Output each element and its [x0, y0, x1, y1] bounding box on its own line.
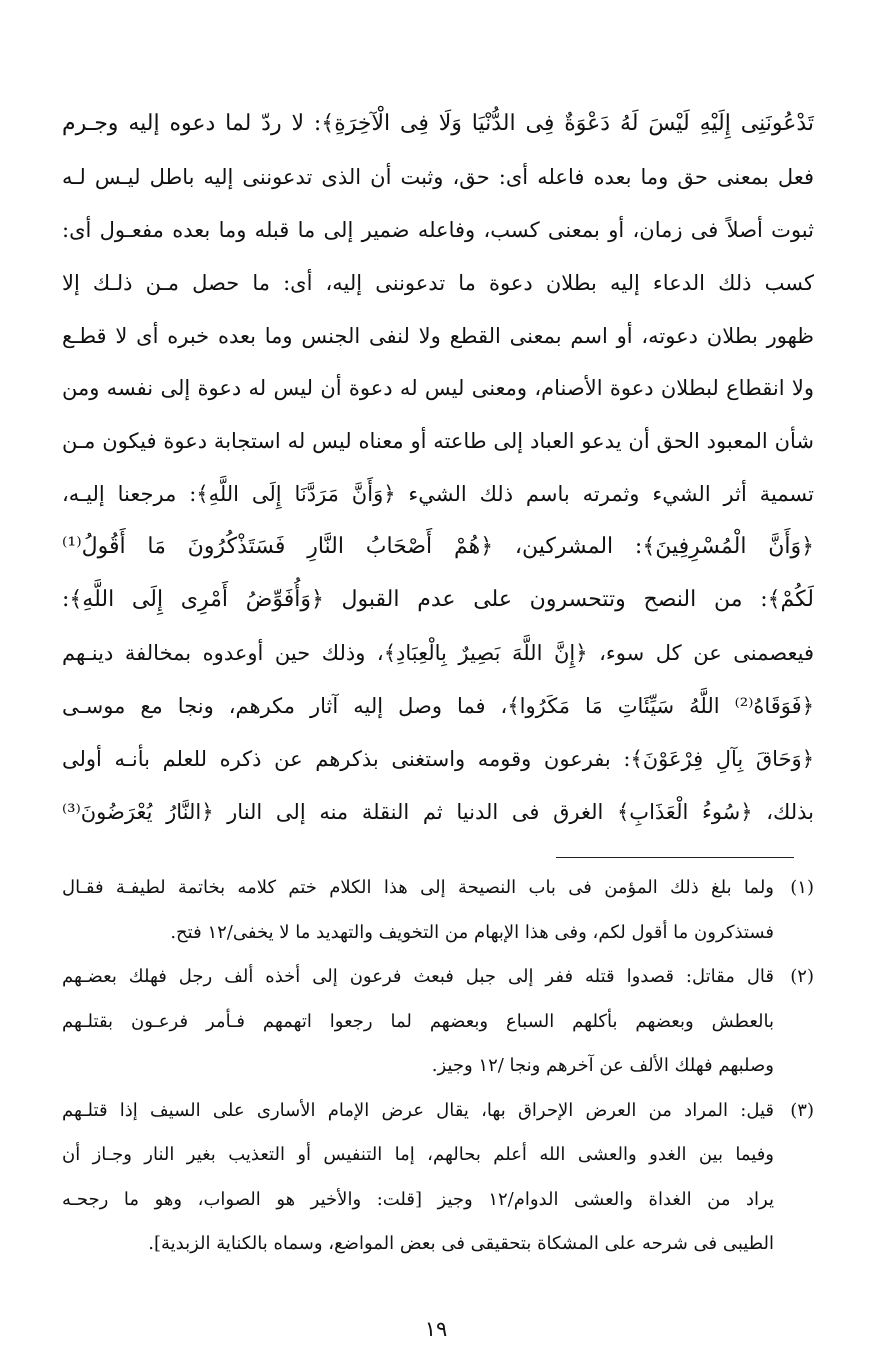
footnote-line: فستذكرون ما أقول لكم، وفى هذا الإبهام من التخويف والتهديد ما لا يخفى/١٢ فتح.: [170, 921, 774, 943]
footnote-line: وصلبهم فهلك الألف عن آخرهم ونجا /١٢ وجيز.: [431, 1055, 774, 1076]
text-line: شأن المعبود الحق أن يدعو العباد إلى طاعته أو معناه ليس له استجابة دعوة فيكون مـن: [62, 429, 814, 454]
text-line: ولا انقطاع لبطلان دعوة الأصنام، ومعنى ليس له دعوة أن ليس له دعوة إلى نفسه ومن: [62, 376, 814, 401]
footnotes-block: [62, 866, 814, 1267]
text-line: ﴿وَأَنَّ الْمُسْرِفِينَ﴾: المشركين، ﴿هُمْ أَصْحَابُ النَّارِ فَسَتَذْكُرُونَ مَا أَقُولُ⁽¹⁾: [62, 534, 814, 560]
footnote-line: الطيبى فى شرحه على المشكاة بتحقيقى فى بعض المواضع، وسماه بالكناية الزبدية].: [148, 1233, 774, 1254]
text-line: فعل بمعنى حق وما بعده فاعله أى: حق، وثبت أن الذى تدعوننى إليه باطل ليـس لـه: [62, 164, 814, 189]
text-line: فيعصمنى عن كل سوء، ﴿إِنَّ اللَّهَ بَصِيرٌ بِالْعِبَادِ﴾، وذلك حين أوعدوه بمخالفة دينـهم: [62, 640, 814, 665]
footnote-line: وفيما بين الغدو والعشى الله أعلم بحالهم، إما التنفيس أو التعذيب بغير النار وجـاز أن: [62, 1144, 774, 1165]
footnote-line: قيل: المراد من العرض الإحراق بها، يقال عرض الإمام الأسارى على السيف إذا قتلـهم: [62, 1099, 774, 1121]
footnote-separator: [556, 857, 794, 858]
footnote-number: (٢): [790, 966, 814, 987]
footnote-2: [62, 955, 814, 1089]
footnote-line: قال مقاتل: قصدوا قتله ففر إلى جبل فبعث فرعون إلى أخذه ألف رجل فهلك بعضـهم: [62, 966, 774, 987]
footnote-line: يراد من الغداة والعشى الدوام/١٢ وجيز [قلت: والأخير هو الصواب، وهو ما رجحـه: [62, 1188, 774, 1210]
footnote-1: [62, 866, 814, 955]
page-number: ١٩: [424, 1317, 448, 1341]
text-line: لَكُمْ﴾: من النصح وتتحسرون على عدم القبول ﴿وَأُفَوِّضُ أَمْرِى إِلَى اللَّهِ﴾:: [62, 587, 814, 613]
text-line: كسب ذلك الدعاء إليه بطلان دعوة ما تدعوننى إليه، أى: ما حصل مـن ذلـك إلا: [62, 270, 814, 295]
main-text-block: [62, 98, 814, 838]
text-line: ثبوت أصلاً فى زمان، أو بمعنى كسب، وفاعله ضمير إلى ما قبله وما بعده مفعـول أى:: [62, 217, 814, 242]
footnote-line: ولما بلغ ذلك المؤمن فى باب النصيحة إلى هذا الكلام ختم كلامه بخاتمة لطيفـة فقـال: [62, 877, 774, 898]
text-line: ﴿وَحَاقَ بِآلِ فِرْعَوْنَ﴾: بفرعون وقومه واستغنى بذكرهم عن ذكره للعلم بأنـه أولى: [62, 746, 814, 771]
footnote-number: (١): [790, 877, 814, 898]
text-line: ظهور بطلان دعوته، أو اسم بمعنى القطع ولا لنفى الجنس وما بعده خبره أى لا قطـع: [62, 323, 814, 348]
footnote-3: [62, 1089, 814, 1267]
footnote-number: (٣): [790, 1099, 814, 1121]
footnote-line: بالعطش وبعضهم بأكلهم السباع وبعضهم لما رجعوا اتهمهم فـأمر فرعـون بقتلـهم: [62, 1010, 774, 1032]
text-line: تسمية أثر الشيء وثمرته باسم ذلك الشيء ﴿وَأَنَّ مَرَدَّنَا إِلَى اللَّهِ﴾: مرجعنا إليـه،: [62, 482, 814, 507]
text-line: تَدْعُونَنِى إِلَيْهِ لَيْسَ لَهُ دَعْوَةٌ فِى الدُّنْيَا وَلَا فِى الْآخِرَةِ﴾: لا ردّ لما دعوه إليه وجـرم: [62, 111, 814, 136]
text-line: ﴿فَوَقَاهُ⁽²⁾ اللَّهُ سَيِّئَاتِ مَا مَكَرُوا﴾، فما وصل إليه آثار مكرهم، ونجا مع موسـى: [62, 693, 814, 718]
text-line: بذلك، ﴿سُوءُ الْعَذَابِ﴾ الغرق فى الدنيا ثم النقلة منه إلى النار ﴿النَّارُ يُعْرَضُونَ⁽³⁾: [62, 799, 814, 824]
